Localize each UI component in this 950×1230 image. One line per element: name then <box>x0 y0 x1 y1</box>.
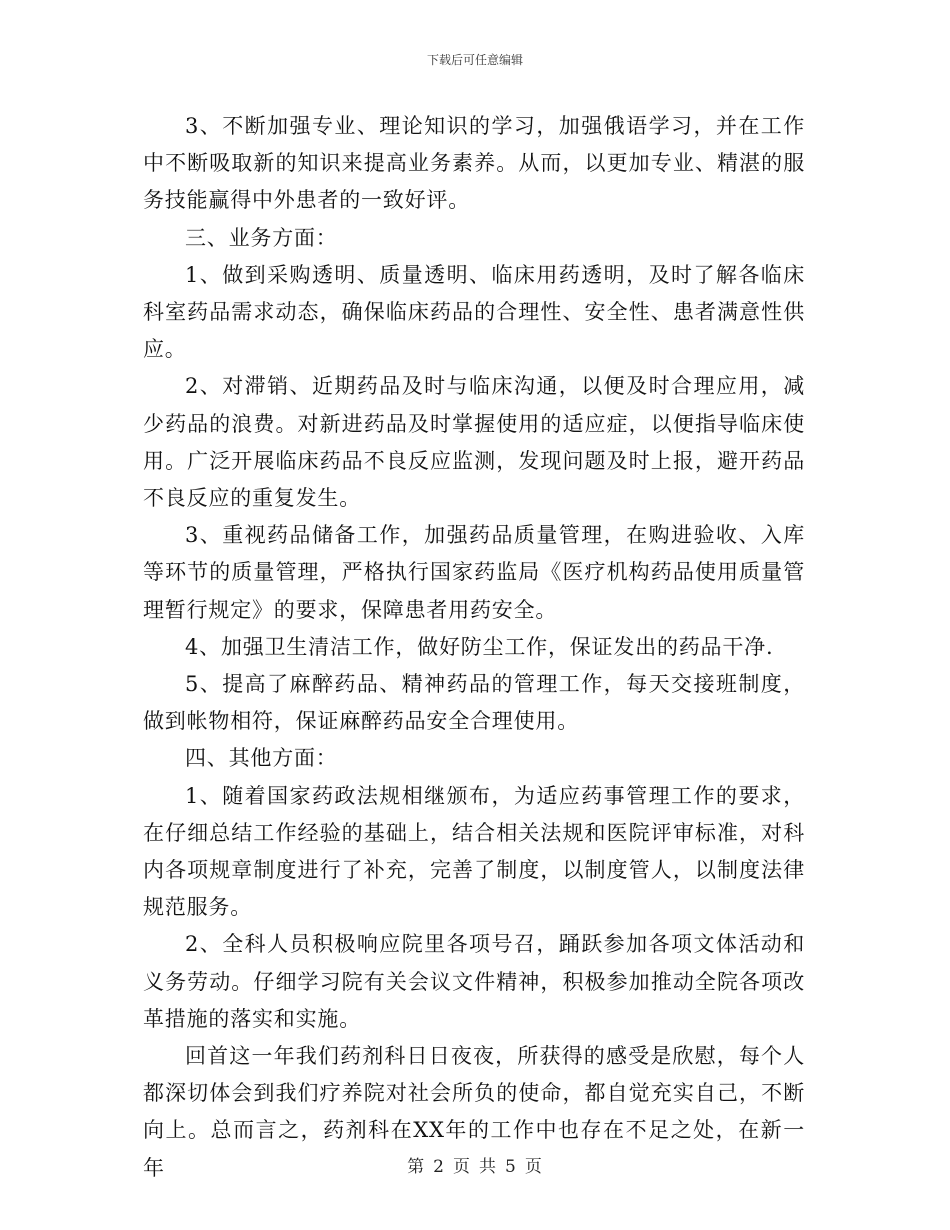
page-footer <box>0 1156 950 1178</box>
footer-total-word: 共 <box>479 1157 497 1177</box>
paragraph-business-4: 4、加强卫生清洁工作，做好防尘工作，保证发出的药品干净. <box>185 634 774 659</box>
document-body <box>143 108 805 1187</box>
header-text: 下载后可任意编辑 <box>426 53 523 67</box>
paragraph-business-3: 3、重视药品储备工作，加强药品质量管理，在购进验收、入库等环节的质量管理，严格执行国家药监局《医疗机构药品使用质量管理暂行规定》的要求，保障患者用药安全。 <box>143 523 805 622</box>
footer-prefix: 第 <box>407 1157 426 1177</box>
paragraph-other-2: 2、全科人员积极响应院里各项号召，踊跃参加各项文体活动和义务劳动。仔细学习院有关会议文件精神，积极参加推动全院各项改革措施的落实和实施。 <box>143 932 805 1031</box>
page-header <box>0 52 950 68</box>
paragraph-other-1: 1、随着国家药政法规相继颁布，为适应药事管理工作的要求，在仔细总结工作经验的基础上，结合相关法规和医院评审标准，对科内各项规章制度进行了补充，完善了制度，以制度管人，以制度法律规范服务。 <box>143 783 805 920</box>
paragraph-item3-study: 3、不断加强专业、理论知识的学习，加强俄语学习，并在工作中不断吸取新的知识来提高业务素养。从而，以更加专业、精湛的服务技能赢得中外患者的一致好评。 <box>143 114 805 213</box>
footer-suffix: 页 <box>524 1157 543 1177</box>
section-heading-other: 四、其他方面： <box>185 746 338 771</box>
footer-total-pages: 5 <box>505 1157 517 1177</box>
paragraph-summary: 回首这一年我们药剂科日日夜夜，所获得的感受是欣慰，每个人都深切体会到我们疗养院对社会所负的使命，都自觉充实自己，不断向上。总而言之，药剂科在XX年的工作中也存在不足之处，在新一年 <box>143 1044 805 1180</box>
paragraph-business-2: 2、对滞销、近期药品及时与临床沟通，以便及时合理应用，减少药品的浪费。对新进药品及时掌握使用的适应症，以便指导临床使用。广泛开展临床药品不良反应监测，发现问题及时上报，避开药品不良反应的重复发生。 <box>143 374 805 511</box>
footer-page-number: 2 <box>433 1157 445 1177</box>
paragraph-business-1: 1、做到采购透明、质量透明、临床用药透明，及时了解各临床科室药品需求动态，确保临床药品的合理性、安全性、患者满意性供应。 <box>143 262 805 362</box>
section-heading-business: 三、业务方面： <box>185 225 338 250</box>
footer-page-word: 页 <box>453 1157 471 1177</box>
paragraph-business-5: 5、提高了麻醉药品、精神药品的管理工作，每天交接班制度，做到帐物相符，保证麻醉药品安全合理使用。 <box>143 672 805 734</box>
